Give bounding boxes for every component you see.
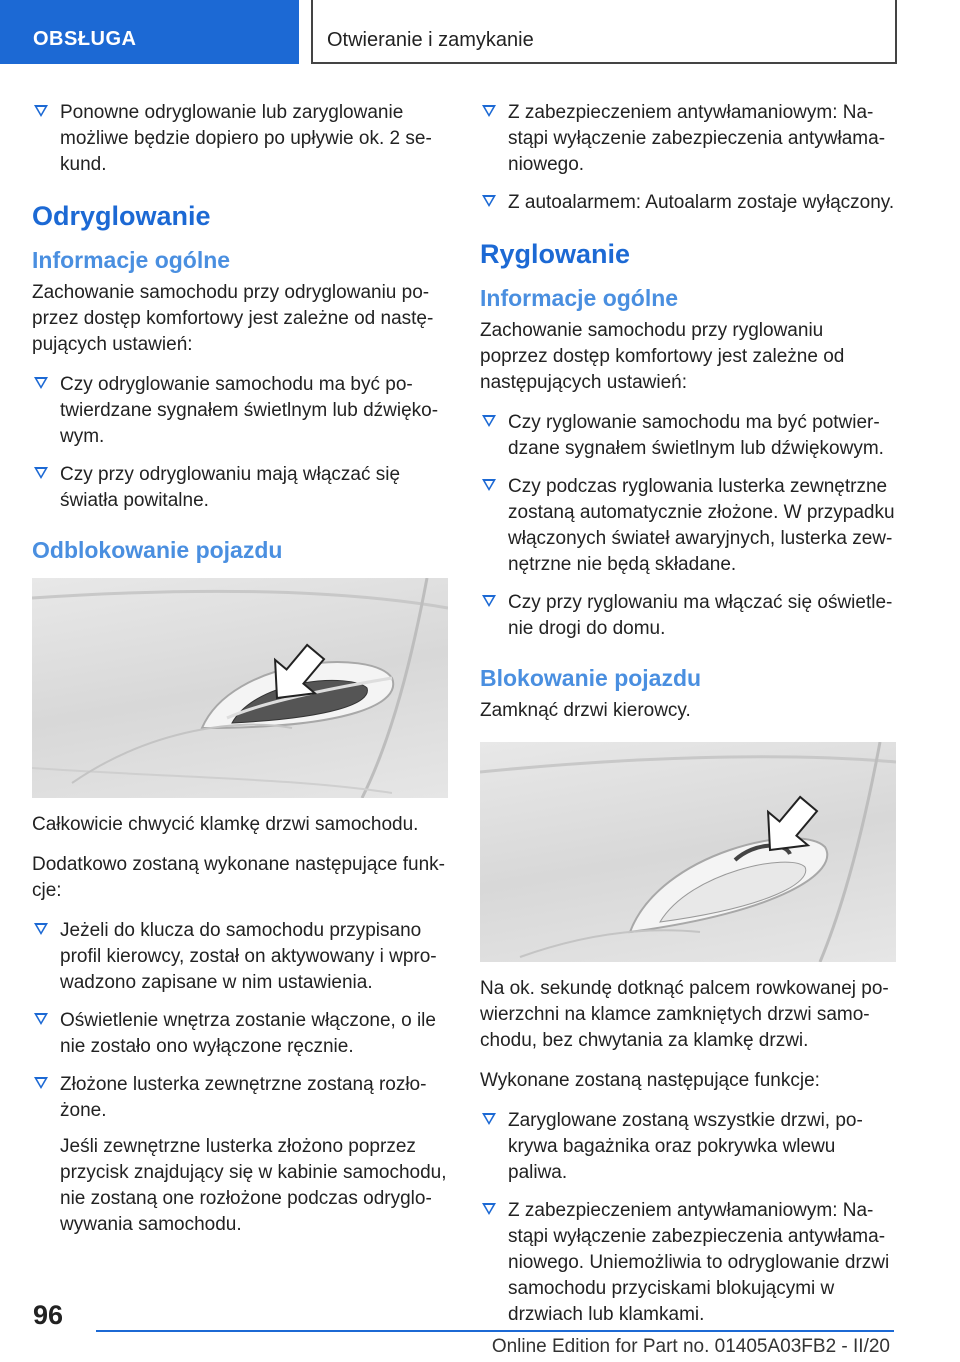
list-item: [32, 918, 448, 996]
lock-touch-instruction: Na ok. sekundę dotknąć palcem rowkowanej powierzchni na klamce zamkniętych drzwi samochodu, bez chwytania za klamkę drzwi.: [480, 978, 889, 1051]
bullet-text: Jeżeli do klucza do samochodu przypisano profil kierowcy, został on aktywowany i wprowadzono zapisane w nim ustawienia.: [60, 920, 437, 993]
bullet-text: Z zabezpieczeniem antywłamaniowym: Nastąpi wyłączenie zabezpieczenia antywłamaniowego. Uniemożliwia to odryglowanie drzwi samochodu przyciskami blokującymi w drzwiach lub klamkami.: [508, 1200, 890, 1325]
header-title-box: [311, 0, 897, 64]
bullet-triangle-icon: [34, 1077, 48, 1089]
list-item: [32, 462, 448, 514]
bullet-text: Czy podczas ryglowania lusterka zewnętrzne zostaną automatycznie złożone. W przypadku włączonych świateł awaryjnych, lusterka zewnętrzne nie będą składane.: [508, 476, 895, 575]
edition-footer: Online Edition for Part no. 01405A03FB2 - II/20: [491, 1336, 890, 1357]
list-item: [480, 474, 896, 578]
bullet-extra-text: Jeśli zewnętrzne lusterka złożono poprzez przycisk znajdujący się w kabinie samochodu, nie zostaną one rozłożone podczas odryglowywania samochodu.: [60, 1136, 447, 1235]
unlock-functions-intro: Dodatkowo zostaną wykonane następujące funkcje:: [32, 854, 445, 901]
list-item: [32, 372, 448, 450]
bullet-triangle-icon: [482, 595, 496, 607]
list-item: [32, 100, 448, 178]
left-column: [32, 100, 448, 1250]
subheading-general-info: Informacje ogólne: [480, 285, 679, 311]
bullet-text: Czy przy ryglowaniu ma włączać się oświetlenie drogi do domu.: [508, 592, 893, 639]
general-info-text: Zachowanie samochodu przy ryglowaniu poprzez dostęp komfortowy jest zależne od następujących ustawień:: [480, 320, 845, 393]
subheading-lock-vehicle: Blokowanie pojazdu: [480, 665, 702, 691]
lock-instruction: Zamknąć drzwi kierowcy.: [480, 700, 691, 721]
bullet-triangle-icon: [34, 377, 48, 389]
header-section-tab: [0, 0, 299, 64]
footer-divider: [96, 1330, 894, 1332]
list-item: [480, 410, 896, 462]
bullet-triangle-icon: [34, 467, 48, 479]
subheading-unlock-vehicle: Odblokowanie pojazdu: [32, 537, 283, 563]
list-item: [480, 1198, 896, 1328]
unlock-instruction: Całkowicie chwycić klamkę drzwi samochodu.: [32, 814, 419, 835]
bullet-triangle-icon: [482, 105, 496, 117]
door-handle-lock-illustration: [480, 742, 896, 962]
bullet-triangle-icon: [482, 195, 496, 207]
bullet-triangle-icon: [34, 105, 48, 117]
bullet-text: Czy przy odryglowaniu mają włączać się światła powitalne.: [60, 464, 401, 511]
bullet-triangle-icon: [34, 923, 48, 935]
bullet-text: Z autoalarmem: Autoalarm zostaje wyłączony.: [508, 192, 895, 213]
bullet-triangle-icon: [482, 1203, 496, 1215]
subheading-general-info: Informacje ogólne: [32, 247, 231, 273]
list-item: [32, 1072, 448, 1238]
bullet-text: Złożone lusterka zewnętrzne zostaną rozłożone.: [60, 1074, 427, 1121]
list-item: [480, 190, 896, 216]
list-item: [480, 590, 896, 642]
door-handle-unlock-illustration: [32, 578, 448, 798]
list-item: [32, 1008, 448, 1060]
bullet-text: Czy ryglowanie samochodu ma być potwierdzane sygnałem świetlnym lub dźwiękowym.: [508, 412, 884, 459]
list-item: [480, 100, 896, 178]
bullet-text: Zaryglowane zostaną wszystkie drzwi, pokrywa bagażnika oraz pokrywka wlewu paliwa.: [508, 1110, 863, 1183]
bullet-text: Z zabezpieczeniem antywłamaniowym: Nastąpi wyłączenie zabezpieczenia antywłamaniowego.: [508, 102, 886, 175]
bullet-text: Ponowne odryglowanie lub zaryglowanie możliwe będzie dopiero po upływie ok. 2 sekund.: [60, 102, 432, 175]
bullet-triangle-icon: [482, 479, 496, 491]
heading-locking: Ryglowanie: [480, 239, 631, 269]
bullet-triangle-icon: [482, 1113, 496, 1125]
page-number: 96: [33, 1300, 64, 1330]
general-info-text: Zachowanie samochodu przy odryglowaniu poprzez dostęp komfortowy jest zależne od następujących ustawień:: [32, 282, 434, 355]
header-section-label: OBSŁUGA: [33, 28, 137, 50]
bullet-triangle-icon: [482, 415, 496, 427]
heading-unlocking: Odryglowanie: [32, 201, 211, 231]
header-title: Otwieranie i zamykanie: [327, 29, 534, 51]
list-item: [480, 1108, 896, 1186]
bullet-text: Oświetlenie wnętrza zostanie włączone, o ile nie zostało ono wyłączone ręcznie.: [60, 1010, 436, 1057]
right-column: [480, 100, 896, 1340]
bullet-text: Czy odryglowanie samochodu ma być potwierdzane sygnałem świetlnym lub dźwiękowym.: [60, 374, 439, 447]
lock-functions-intro: Wykonane zostaną następujące funkcje:: [480, 1070, 820, 1091]
bullet-triangle-icon: [34, 1013, 48, 1025]
